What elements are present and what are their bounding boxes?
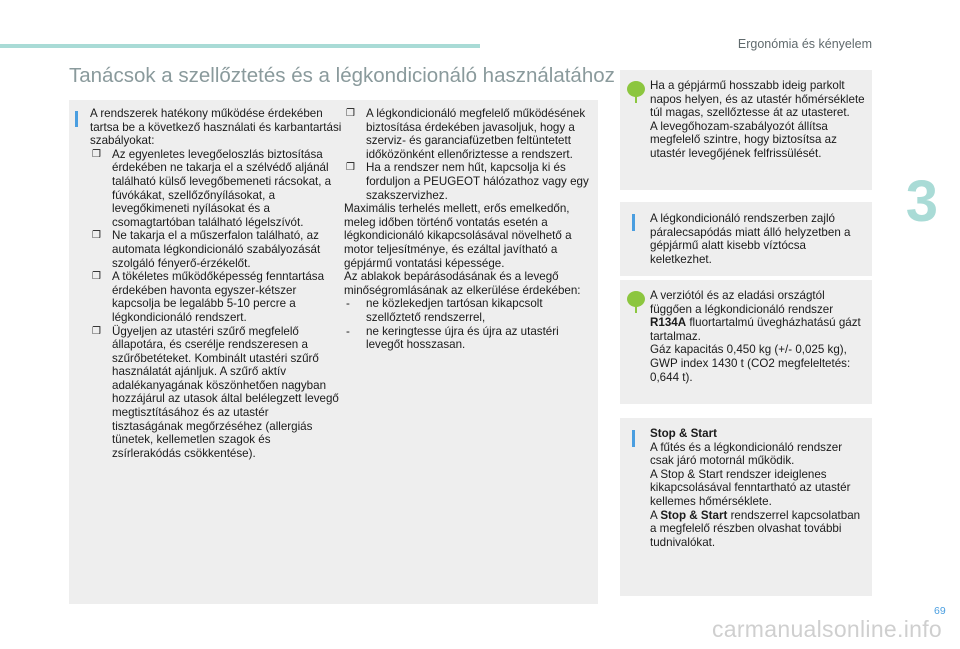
column-right: [344, 107, 594, 352]
chapter-number: 3: [905, 169, 938, 234]
list-item: - ne közlekedjen tartósan kikapcsolt szellőztető rendszerrel,: [346, 297, 543, 324]
info-bar-icon: [75, 111, 78, 127]
section-title: Ergonómia és kényelem: [737, 37, 872, 51]
info-bar-icon: [632, 214, 635, 231]
column-left: [90, 107, 342, 460]
checkbox-bullet-icon: ❒: [92, 325, 101, 337]
list-item: ❒ Ha a rendszer nem hűt, kapcsolja ki és forduljon a PEUGEOT hálózathoz vagy egy szakszervizhez.: [346, 161, 589, 202]
list-item: - ne keringtesse újra és újra az utastéri levegőt hosszasan.: [346, 324, 559, 352]
eco-tip-box: [620, 280, 872, 404]
checkbox-bullet-icon: ❒: [92, 230, 101, 242]
list-item: ❒ A tökéletes működőképesség fenntartása érdekében havonta egyszer-kétszer kapcsolja be legalább 5-10 percre a légkondicionáló rendszert.: [92, 270, 325, 324]
list-item: ❒ Az egyenletes levegőeloszlás biztosítása érdekében ne takarja el a szélvédő aljánál található külső levegőbemeneti rácsokat, a fúvókákat, szellőzőnyílásokat, a levegőkimeneti nyílásokat és a csomagtartóban található légelszívót.: [92, 147, 332, 229]
intro-text: A rendszerek hatékony működése érdekében tartsa be a következő használati és karbantartási szabályokat:: [90, 107, 342, 148]
list-item: ❒ A légkondicionáló megfelelő működésének biztosítása érdekében javasoljuk, hogy a szerviz- és garanciafüzetben feltüntetett időközönként ellenőriztesse a rendszert.: [346, 107, 586, 161]
eco-leaf-icon: [626, 80, 646, 104]
info-bar-icon: [632, 430, 635, 447]
header-accent-bar: [0, 44, 480, 48]
box-text: A légkondicionáló rendszerben zajló páralecsapódás miatt álló helyzetben a gépjármű alatt kisebb víztócsa keletkezhet.: [650, 212, 851, 266]
list-item: ❒ Ne takarja el a műszerfalon található, az automata légkondicionáló szabályozását szolgáló fényerő-érzékelőt.: [92, 229, 321, 270]
box-text: A verziótól és az eladási országtól függően a légkondicionáló rendszer R134A fluortartalmú üvegházhatású gázt tartalmaz. Gáz kapacitás 0,450 kg (+/- 0,025 kg), GWP index 1430 t (CO2 megfeleltetés: 0,644 t).: [650, 289, 861, 384]
eco-tip-box: [620, 70, 872, 190]
checkbox-bullet-icon: ❒: [92, 148, 101, 160]
paragraph: Maximális terhelés mellett, erős emelkedőn, meleg időben történő vontatás esetén a légkondicionáló kikapcsolásával növelhető a motor teljesítménye, és ezáltal javítható a gépjármű vontatási képessége.: [344, 202, 572, 270]
paragraph: Az ablakok bepárásodásának és a levegő minőségromlásának az elkerülése érdekében:: [344, 270, 581, 297]
box-heading: Stop & Start: [650, 427, 717, 440]
stop-start-info-box: [620, 418, 872, 596]
page-number: 69: [934, 605, 946, 617]
checkbox-bullet-icon: ❒: [92, 271, 101, 283]
page-title: Tanácsok a szellőztetés és a légkondicionáló használatához: [69, 64, 615, 87]
checkbox-bullet-icon: ❒: [346, 108, 355, 119]
box-text: Stop & Start A fűtés és a légkondicionáló rendszer csak járó motornál működik. A Stop & Start rendszer ideiglenes kikapcsolásával fenntartható az utastér kellemes hőmérséklete. A Stop & Start rendszerrel kapcsolatban a megfelelő részben olvashat további tudnivalókat.: [650, 427, 866, 549]
checkbox-bullet-icon: ❒: [346, 162, 355, 174]
box-text: Ha a gépjármű hosszabb ideig parkolt napos helyen, és az utastér hőmérséklete túl magas, szellőztesse át az utasteret. A levegőhozam-szabályozót állítsa megfelelő szintre, hogy biztosítsa az utastér levegőjének felfrissülését.: [650, 79, 865, 160]
watermark: carmanualsonline.info: [711, 616, 942, 642]
info-box: [620, 202, 872, 276]
list-item: ❒ Ügyeljen az utastéri szűrő megfelelő állapotára, és cserélje rendszeresen a szűrőbetéteket. Kombinált utastéri szűrő használatát ajánljuk. A szűrő aktív adalékanyagának köszönhetően nagyban hozzájárul az utasok által belélegzett levegő megtisztításához és az utastér tisztaságának megőrzéséhez (allergiás tünetek, kellemetlen szagok és zsírlerakódás csökkentése).: [92, 324, 339, 460]
eco-leaf-icon: [626, 290, 646, 314]
